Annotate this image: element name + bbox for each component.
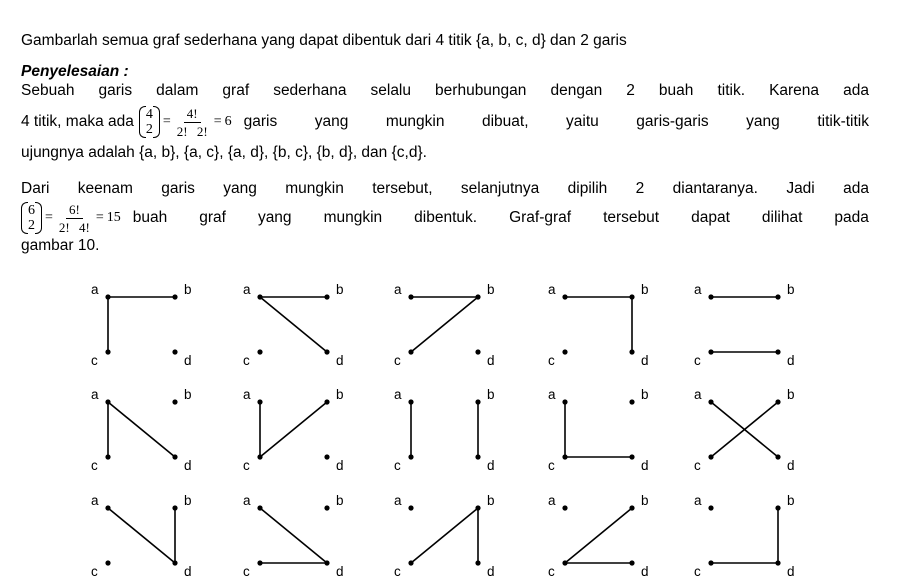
edge-b-c bbox=[565, 508, 632, 563]
vertex-a bbox=[708, 505, 713, 510]
vertex-label-c: c bbox=[694, 458, 701, 473]
vertex-a bbox=[708, 294, 713, 299]
equals-sign: = bbox=[213, 114, 222, 129]
binom-bottom: 2 bbox=[28, 218, 35, 233]
vertex-a bbox=[257, 294, 262, 299]
vertex-label-b: b bbox=[487, 282, 495, 297]
vertex-label-a: a bbox=[694, 387, 702, 402]
edge-a-d bbox=[260, 508, 327, 563]
vertex-c bbox=[257, 454, 262, 459]
word: 2 bbox=[626, 82, 635, 99]
graph-8 bbox=[394, 387, 495, 473]
vertex-label-b: b bbox=[787, 387, 795, 402]
vertex-label-b: b bbox=[487, 387, 495, 402]
equals-sign: = bbox=[45, 210, 53, 225]
word: buah bbox=[132, 209, 168, 226]
vertex-c bbox=[562, 560, 567, 565]
graph-14 bbox=[548, 493, 649, 579]
graph-2 bbox=[243, 282, 344, 368]
vertex-d bbox=[172, 560, 177, 565]
edge-b-c bbox=[260, 402, 327, 457]
edge-a-d bbox=[108, 402, 175, 457]
binom-top: 6 bbox=[28, 203, 35, 218]
vertex-d bbox=[775, 560, 780, 565]
vertex-b bbox=[475, 294, 480, 299]
vertex-b bbox=[775, 505, 780, 510]
vertex-a bbox=[562, 294, 567, 299]
vertex-b bbox=[172, 294, 177, 299]
vertex-label-b: b bbox=[184, 493, 192, 508]
word: garis bbox=[161, 180, 195, 197]
vertex-b bbox=[324, 399, 329, 404]
word: garis bbox=[98, 82, 133, 99]
word: dengan bbox=[550, 82, 603, 99]
vertex-d bbox=[324, 560, 329, 565]
vertex-d bbox=[629, 560, 634, 565]
vertex-a bbox=[105, 294, 110, 299]
vertex-label-d: d bbox=[336, 564, 344, 579]
vertex-label-d: d bbox=[787, 564, 795, 579]
word: buah bbox=[658, 82, 694, 99]
word: 2 bbox=[635, 180, 645, 197]
word: titik-titik bbox=[817, 113, 869, 130]
vertex-label-a: a bbox=[548, 387, 556, 402]
vertex-b bbox=[475, 399, 480, 404]
vertex-b bbox=[629, 294, 634, 299]
vertex-label-d: d bbox=[184, 353, 192, 368]
vertex-label-d: d bbox=[336, 353, 344, 368]
vertex-label-a: a bbox=[243, 493, 251, 508]
vertex-label-c: c bbox=[91, 564, 98, 579]
graph-7 bbox=[243, 387, 344, 473]
vertex-c bbox=[562, 454, 567, 459]
vertex-label-c: c bbox=[548, 458, 555, 473]
vertex-label-d: d bbox=[787, 353, 795, 368]
word: ada bbox=[843, 180, 869, 197]
equals-sign: = bbox=[162, 114, 171, 129]
graph-12 bbox=[243, 493, 344, 579]
vertex-label-d: d bbox=[487, 353, 495, 368]
edge-b-c bbox=[411, 297, 478, 352]
word: Jadi bbox=[786, 180, 815, 197]
vertex-a bbox=[105, 399, 110, 404]
vertex-b bbox=[629, 505, 634, 510]
vertex-label-a: a bbox=[243, 282, 251, 297]
word: Dari bbox=[21, 180, 50, 197]
word: titik. bbox=[717, 82, 746, 99]
vertex-b bbox=[172, 399, 177, 404]
word: pada bbox=[834, 209, 869, 226]
edge-b-c bbox=[411, 508, 478, 563]
graph-1 bbox=[91, 282, 192, 368]
word: keenam bbox=[77, 180, 133, 197]
vertex-b bbox=[629, 399, 634, 404]
vertex-d bbox=[629, 349, 634, 354]
vertex-label-a: a bbox=[243, 387, 251, 402]
vertex-label-a: a bbox=[394, 493, 402, 508]
word: tersebut, bbox=[372, 180, 433, 197]
vertex-label-a: a bbox=[91, 282, 99, 297]
fraction-numerator: 4! bbox=[184, 106, 201, 123]
vertex-label-a: a bbox=[91, 387, 99, 402]
graph-15 bbox=[694, 493, 795, 579]
vertex-label-c: c bbox=[548, 564, 555, 579]
word: dapat bbox=[691, 209, 730, 226]
vertex-label-c: c bbox=[243, 458, 250, 473]
word: sederhana bbox=[273, 82, 347, 99]
word: garis bbox=[243, 113, 278, 130]
vertex-c bbox=[708, 349, 713, 354]
word: yang bbox=[223, 180, 257, 197]
vertex-label-d: d bbox=[787, 458, 795, 473]
vertex-label-a: a bbox=[91, 493, 99, 508]
vertex-label-b: b bbox=[641, 387, 649, 402]
vertex-c bbox=[105, 560, 110, 565]
word: mungkin bbox=[285, 180, 344, 197]
word: dibentuk. bbox=[414, 209, 478, 226]
word: graf bbox=[199, 209, 226, 226]
word: tersebut bbox=[603, 209, 660, 226]
vertex-label-c: c bbox=[91, 458, 98, 473]
word: yaitu bbox=[566, 113, 599, 130]
vertex-label-c: c bbox=[243, 353, 250, 368]
vertex-label-d: d bbox=[641, 564, 649, 579]
vertex-label-b: b bbox=[787, 493, 795, 508]
graph-10 bbox=[694, 387, 795, 473]
solution-heading: Penyelesaian : bbox=[21, 63, 129, 80]
vertex-label-b: b bbox=[184, 387, 192, 402]
graph-6 bbox=[91, 387, 192, 473]
vertex-label-d: d bbox=[641, 353, 649, 368]
word: yang bbox=[746, 113, 780, 130]
vertex-label-b: b bbox=[336, 493, 344, 508]
fraction-numerator: 6! bbox=[66, 202, 83, 219]
vertex-label-a: a bbox=[394, 387, 402, 402]
problem-statement: Gambarlah semua graf sederhana yang dapat dibentuk dari 4 titik {a, b, c, d} dan 2 garis bbox=[21, 32, 627, 49]
binom-bottom: 2 bbox=[145, 122, 153, 137]
word: yang bbox=[314, 113, 349, 130]
formula-result: 15 bbox=[106, 210, 121, 225]
graph-4 bbox=[548, 282, 649, 368]
vertex-c bbox=[562, 349, 567, 354]
vertex-d bbox=[475, 349, 480, 354]
vertex-label-b: b bbox=[336, 282, 344, 297]
graph-11 bbox=[91, 493, 192, 579]
edge-a-d bbox=[260, 297, 327, 352]
word: dilihat bbox=[761, 209, 803, 226]
vertex-label-a: a bbox=[548, 282, 556, 297]
vertex-b bbox=[324, 505, 329, 510]
vertex-a bbox=[562, 505, 567, 510]
word: Sebuah bbox=[21, 82, 75, 99]
vertex-label-d: d bbox=[184, 458, 192, 473]
word: dalam bbox=[156, 82, 199, 99]
vertex-label-c: c bbox=[694, 564, 701, 579]
vertex-label-c: c bbox=[91, 353, 98, 368]
vertex-c bbox=[105, 349, 110, 354]
vertex-label-b: b bbox=[487, 493, 495, 508]
word: selalu bbox=[370, 82, 411, 99]
formula-result: 6 bbox=[224, 114, 232, 129]
word: diantaranya. bbox=[672, 180, 758, 197]
paragraph-1-line-2-prefix: 4 titik, maka ada bbox=[21, 113, 134, 130]
vertex-b bbox=[172, 505, 177, 510]
vertex-label-a: a bbox=[694, 493, 702, 508]
word: mungkin bbox=[385, 113, 445, 130]
vertex-c bbox=[257, 349, 262, 354]
vertex-a bbox=[708, 399, 713, 404]
vertex-label-b: b bbox=[787, 282, 795, 297]
word: ada bbox=[843, 82, 869, 99]
word: dibuat, bbox=[481, 113, 529, 130]
vertex-label-d: d bbox=[641, 458, 649, 473]
vertex-b bbox=[775, 399, 780, 404]
vertex-label-c: c bbox=[394, 458, 401, 473]
word: Graf-graf bbox=[509, 209, 572, 226]
vertex-a bbox=[408, 505, 413, 510]
graph-13 bbox=[394, 493, 495, 579]
vertex-c bbox=[408, 454, 413, 459]
vertex-label-a: a bbox=[394, 282, 402, 297]
paragraph-1-line-3: ujungnya adalah {a, b}, {a, c}, {a, d}, {b, c}, {b, d}, dan {c,d}. bbox=[21, 144, 427, 161]
vertex-a bbox=[408, 294, 413, 299]
vertex-d bbox=[629, 454, 634, 459]
vertex-d bbox=[775, 349, 780, 354]
graph-3 bbox=[394, 282, 495, 368]
graph-5 bbox=[694, 282, 795, 368]
vertex-d bbox=[324, 454, 329, 459]
word: selanjutnya bbox=[460, 180, 540, 197]
vertex-d bbox=[172, 349, 177, 354]
fraction-denominator: 2! 2! bbox=[176, 123, 208, 139]
vertex-label-c: c bbox=[548, 353, 555, 368]
vertex-label-c: c bbox=[694, 353, 701, 368]
vertex-label-c: c bbox=[394, 564, 401, 579]
edge-a-d bbox=[108, 508, 175, 563]
vertex-d bbox=[475, 560, 480, 565]
word: berhubungan bbox=[435, 82, 527, 99]
vertex-a bbox=[257, 505, 262, 510]
vertex-label-b: b bbox=[641, 282, 649, 297]
vertex-label-b: b bbox=[641, 493, 649, 508]
equals-sign: = bbox=[95, 210, 104, 225]
vertex-c bbox=[708, 560, 713, 565]
vertex-label-d: d bbox=[336, 458, 344, 473]
vertex-label-a: a bbox=[694, 282, 702, 297]
vertex-d bbox=[775, 454, 780, 459]
graph-9 bbox=[548, 387, 649, 473]
vertex-c bbox=[408, 349, 413, 354]
vertex-c bbox=[257, 560, 262, 565]
vertex-b bbox=[475, 505, 480, 510]
vertex-a bbox=[562, 399, 567, 404]
vertex-d bbox=[475, 454, 480, 459]
vertex-b bbox=[775, 294, 780, 299]
vertex-label-d: d bbox=[487, 458, 495, 473]
binom-top: 4 bbox=[145, 107, 153, 122]
word: yang bbox=[257, 209, 292, 226]
word: mungkin bbox=[323, 209, 383, 226]
vertex-label-a: a bbox=[548, 493, 556, 508]
vertex-label-b: b bbox=[184, 282, 192, 297]
vertex-a bbox=[257, 399, 262, 404]
vertex-label-c: c bbox=[243, 564, 250, 579]
fraction-denominator: 2! 4! bbox=[58, 219, 90, 235]
vertex-label-b: b bbox=[336, 387, 344, 402]
word: graf bbox=[222, 82, 250, 99]
vertex-b bbox=[324, 294, 329, 299]
vertex-c bbox=[708, 454, 713, 459]
word: garis-garis bbox=[636, 113, 709, 130]
vertex-c bbox=[105, 454, 110, 459]
vertex-d bbox=[172, 454, 177, 459]
vertex-a bbox=[105, 505, 110, 510]
vertex-label-c: c bbox=[394, 353, 401, 368]
vertex-label-d: d bbox=[487, 564, 495, 579]
vertex-a bbox=[408, 399, 413, 404]
paragraph-2-line-3: gambar 10. bbox=[21, 237, 100, 254]
vertex-label-d: d bbox=[184, 564, 192, 579]
word: dipilih bbox=[567, 180, 608, 197]
vertex-c bbox=[408, 560, 413, 565]
vertex-d bbox=[324, 349, 329, 354]
word: Karena bbox=[769, 82, 820, 99]
